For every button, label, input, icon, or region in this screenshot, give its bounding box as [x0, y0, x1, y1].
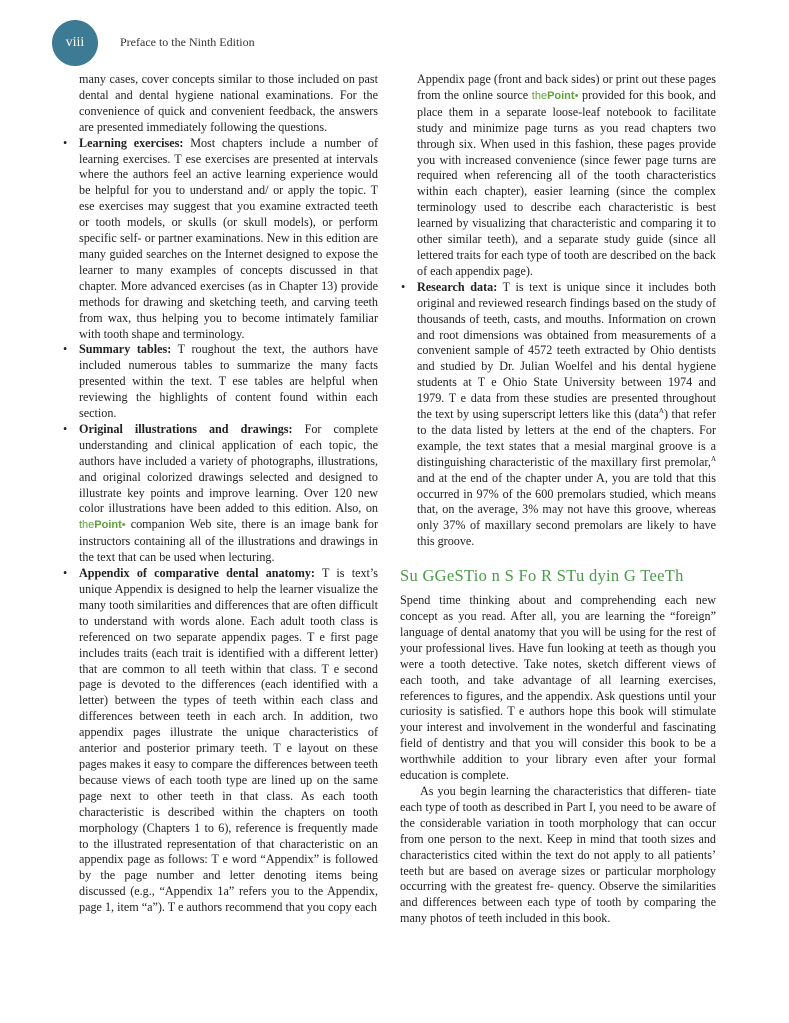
feature-list-continued	[400, 280, 716, 550]
item-label: Summary tables:	[79, 342, 172, 357]
item-text: companion Web site, there is an image bank for instructors containing all of the illustrations and drawings in the text that can be used when lecturing.	[79, 517, 378, 565]
superscript-letter: A	[658, 406, 664, 415]
feature-list	[62, 136, 378, 916]
section-heading: Su GGeSTio n S Fo R STu dyin G TeeTh	[400, 566, 684, 586]
list-item-summary-tables	[62, 342, 378, 422]
intro-paragraph: many cases, cover concepts similar to those included on past dental and dental hygiene national examinations. For the convenience of quick and convenient feedback, the answers are presented immediately following the questions.	[79, 72, 378, 134]
running-header: Preface to the Ninth Edition	[120, 35, 255, 49]
page-number-badge	[52, 20, 98, 66]
thepoint-logo: thePoint•	[79, 519, 126, 532]
list-item-appendix	[62, 566, 378, 916]
thepoint-logo: thePoint•	[531, 89, 579, 102]
body-paragraph: Spend time thinking about and comprehending each new concept as you read. After all, you are learning the “foreign” language of dental anatomy that you will be using for the rest of your professional lives. Have fun looking at teeth as though you were a tooth detective. Take notes, sketch different views of each tooth, and take advantage of all learning exercises, references to figures, and the appendix. Ask questions until your curiosity is satisfied. T e authors hope this book will stimulate your interest and involvement in the wonderful and fascinating field of dentistry and that you will consider this book to be a worthwhile addition to your library even after your formal education is complete.	[400, 593, 716, 783]
item-text: For complete understanding and clinical application of each topic, the authors have included a variety of photographs, illustrations, and original colorized drawings selected and designed to illustrate key points and improve learning. Over 120 new color illustrations have been added to this edition. Also, on	[79, 421, 378, 516]
appendix-continued-paragraph: Appendix page (front and back sides) or print out these pages from the online source thePoint• provided for this book, and place them in a separate loose-leaf notebook to facilitate study and minimize page turns as you read chapters two through six. When used in this fashion, these pages provide you with increased convenience (since fewer page turns are required when referencing all of the tooth characteristics within each chapter), easier learning (since the complex terminology used to describe each characteristic is best learned by visualizing that characteristic and comparing it to other similar teeth), and a separate study guide (since all lettered traits for each type of tooth are described on the back of each appendix page).	[417, 72, 716, 278]
body-paragraph: As you begin learning the characteristics that differen- tiate each type of tooth as described in Part I, you need to be aware of the considerable variation in tooth morphology that can occur from one person to the next. Keep in mind that tooth sizes and characteristics cited within the text do not apply to all patients’ teeth but are based on average sizes or particular morphology occurring with the greatest fre- quency. Observe the similarities and differences between each type of tooth by comparing the many photos of teeth included in this book.	[400, 783, 716, 926]
item-label: Appendix of comparative dental anatomy:	[79, 566, 315, 581]
item-text: T is text’s unique Appendix is designed to help the learner visualize the many tooth similarities and differences that are often difficult to understand with words alone. Each adult tooth class is referenced on two separate appendix pages. T e first page includes traits (each trait is identified with a different letter) that are common to all teeth within that class. T e second page is devoted to the differences (each identified with a letter) between the types of teeth within each class and differences between teeth in each arch. In addition, two appendix pages illustrate the unique characteristics of anterior and posterior primary teeth. T e layout on these pages makes it easy to compare the differences between teeth because views of each tooth type are lined up on the same page next to other teeth in that class. As each tooth characteristic is described within the chapters on tooth morphology (Chapters 1 to 6), reference is frequently made to the illustrated representation of that characteristic on an appendix page as follows: T e word “Appendix” is followed by the page number and letter denoting items being discussed (e.g., “Appendix 1a” refers you to the Appendix, page 1, item “a”). T e authors recommend that you copy each	[79, 566, 378, 915]
item-text: Most chapters include a number of learning exercises. T ese exercises are presented at intervals where the authors feel an active learning experience would be helpful for you to understand and/ or apply the topic. T ese exercises may suggest that you examine extracted teeth or tooth models, or skulls (or skull models), or perform specific self- or partner examinations. New in this edition are many guided searches on the Internet designed to expose the learner to many examples of concepts discussed in that chapter. More advanced exercises (as in Chapter 13) provide methods for drawing and sketching teeth, and carving teeth from wax, thus helping you to become intimately familiar with tooth shape and terminology.	[79, 135, 378, 341]
superscript-letter: A	[710, 454, 716, 463]
list-item-learning-exercises	[62, 136, 378, 343]
item-text: T roughout the text, the authors have included numerous tables to summarize the many facts presented within the text. T ese tables are helpful when reviewing the highlights of content found within each section.	[79, 342, 378, 421]
list-item-research-data: • Research data: T is text is unique since it includes both original and reviewed research findings based on the study of thousands of teeth, casts, and mouths. Information on crown and root dimensions was obtained from measurements of a convenient sample of 4572 teeth extracted by Ohio dentists and studied by Dr. Julian Woelfel and his dental hygiene students at T e Ohio State University between 1974 and 1979. T e data from these studies are presented throughout the text by using superscript letters like this (data$^A$) that refer to the data listed by letters at the end of the chapters. For example, the text states that a mesial marginal groove is a distinguishing characteristic of the maxillary first premolar,$^A$ and at the end of the chapter under A, you are told that this occurred in 97% of the 600 premolars studied, which means that, on the average, 3% may not have this groove, whereas only 37% of maxillary second premolars are likely to have this groove.	[400, 280, 716, 550]
page-number: viii	[65, 35, 85, 50]
item-label: Original illustrations and drawings:	[79, 421, 293, 436]
list-item-original-illustrations	[62, 422, 378, 566]
left-column	[62, 72, 378, 916]
right-column	[400, 72, 716, 927]
item-label: Learning exercises:	[79, 135, 184, 150]
item-label: Research data:	[417, 279, 498, 294]
